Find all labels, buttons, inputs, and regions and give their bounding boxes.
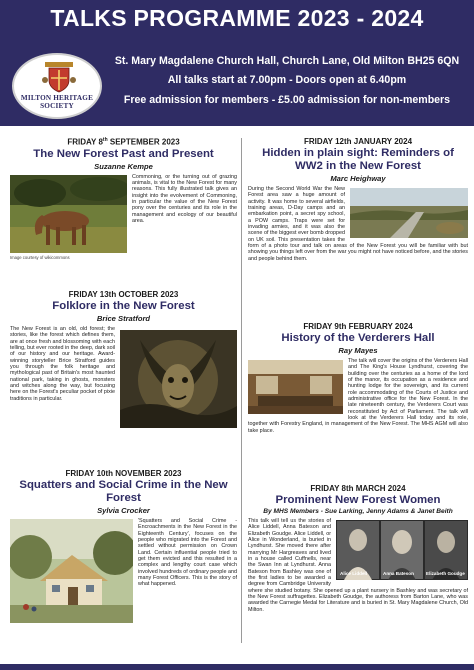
page-title: TALKS PROGRAMME 2023 - 2024 bbox=[50, 5, 424, 31]
talk-february bbox=[248, 322, 468, 434]
venue-line: St. Mary Magdalene Church Hall, Church Lane, Old Milton BH25 6QN bbox=[114, 55, 460, 67]
talk-september bbox=[10, 137, 237, 261]
talk-title: Squatters and Social Crime in the New Forest bbox=[19, 479, 228, 504]
column-divider bbox=[241, 138, 242, 643]
photo-label-anna: Anna Bateson bbox=[383, 570, 414, 576]
talk-description: The New Forest is an old, old forest; the stories, like the forest which defines them, are at once fresh and blossoming with each telling, but ever rooted in the deep, dark soil of our history and our heritage. Award-winning storyteller Brice Stratford guides you through the folk heritage and mythological past of Britain's most haunted national park, taking in ghosts, monsters and witches along the way, but focusing here on the Forest's peculiar pocket of pixie traditions in particular. bbox=[10, 326, 115, 402]
talk-description: The talk will cover the origins of the Verderers Hall and The King's House Lyndhurst, covering the building over the centuries as a home of the lord of the manor, its occupation as a residence and hunting lodge for the sovereign, and its current role accommodating of the Courts of Justice and administrative office for the New Forest. In the late nineteenth century, the Verderers Court was reconstituted by Act of Parliament. The talk will look at the Verderers Hall today and its role, together with Forestry England, in management of the New Forest. The MHS AGM will also take place. bbox=[248, 358, 468, 434]
talk-date: FRIDAY 8th SEPTEMBER 2023 bbox=[67, 137, 180, 147]
image-caption: Image courtesy of wikicommons bbox=[10, 254, 70, 260]
talk-title: The New Forest Past and Present bbox=[33, 147, 214, 160]
talk-speaker: Marc Heighway bbox=[330, 174, 386, 183]
talk-description: This talk will tell us the stories of Alice Liddell, Anna Bateson and Elizabeth Goudge. Alice Liddell, or Alice in Wonderland, is buried in Lyndhurst. She moved there after marrying Mr Hargreaves and lived in a house called Cuffnells, near the Swan Inn at Lyndhurst. Anna Bateson from Bashley was one of the first ladies to be awarded a degree from Cambridge University where she studied botany. She opened up a plant nursery in Bashley and was secretary of the New Forest suffragettes. Elizabeth Goudge, the authoress from Barton Lane, who was awarded the Carnegie Medal for Literature and is buried in St. Mary Magdalene Church, Old Milton. bbox=[248, 518, 468, 613]
talk-title: Folklore in the New Forest bbox=[52, 300, 195, 312]
talk-title: Prominent New Forest Women bbox=[275, 494, 441, 506]
logo-text-line2: SOCIETY bbox=[40, 102, 74, 110]
footer-band bbox=[0, 664, 474, 670]
times-line: All talks start at 7.00pm - Doors open at 6.40pm bbox=[167, 74, 407, 86]
talk-november bbox=[10, 469, 237, 625]
talk-date: FRIDAY 12th JANUARY 2024 bbox=[303, 137, 413, 146]
talk-date: FRIDAY 10th NOVEMBER 2023 bbox=[65, 469, 182, 478]
pony-photo bbox=[10, 175, 127, 253]
talk-date: FRIDAY 13th OCTOBER 2023 bbox=[68, 290, 179, 299]
coat-of-arms-icon bbox=[41, 60, 77, 94]
photo-label-elizabeth: Elizabeth Goudge bbox=[426, 570, 465, 576]
society-logo bbox=[12, 53, 102, 119]
header-banner bbox=[0, 0, 474, 126]
airfield-photo bbox=[350, 188, 468, 238]
talk-october bbox=[10, 290, 237, 430]
talk-title: History of the Verderers Hall bbox=[281, 332, 435, 344]
talk-speaker: By MHS Members - Sue Larking, Jenny Adams & Janet Beith bbox=[263, 508, 453, 515]
talk-speaker: Suzanne Kempe bbox=[94, 161, 153, 171]
women-portraits bbox=[336, 520, 468, 580]
talk-date: FRIDAY 9th FEBRUARY 2024 bbox=[303, 322, 413, 331]
logo-text-line1: MILTON HERITAGE bbox=[20, 94, 94, 102]
cottage-painting bbox=[10, 519, 133, 623]
talk-title: Hidden in plain sight: Reminders of WW2 in the New Forest bbox=[262, 147, 454, 172]
photo-label-alice: Alice Liddell bbox=[340, 570, 368, 576]
folklore-artwork bbox=[120, 330, 237, 428]
verderers-hall-photo bbox=[248, 360, 343, 414]
talk-description: 'Squatters and Social Crime - Encroachments in the New Forest in the Eighteenth Century', focuses on the people who migrated into the Forest and settled without permission on Crown Land. Certain influential people tried to get them evicted and this resulted in a complex and lengthy court case which involved hundreds of ordinary people and many Forest Officers. This is the story of what happened. bbox=[138, 518, 237, 588]
talk-january bbox=[248, 137, 468, 262]
talk-date: FRIDAY 8th MARCH 2024 bbox=[310, 484, 406, 493]
admission-line: Free admission for members - £5.00 admission for non-members bbox=[123, 94, 451, 106]
talk-description: Commoning, or the turning out of grazing animals, is vital to the New Forest for many reasons. This fully illustrated talk gives an insight into the evolvement of Commoning, in particular the value of the New Forest pony over the centuries and its role in the management and ecology of our beautiful area. bbox=[132, 173, 237, 225]
talk-march bbox=[248, 484, 468, 613]
talk-speaker: Ray Mayes bbox=[338, 346, 378, 355]
talk-description: During the Second World War the New Forest area saw a huge amount of activity. It was home to several airfields, training areas, D-Day camps and an embarkation point, a secret spy school, a POW camps. Traps were set for invading armies, and it was also the scene of the biggest ever bomb dropped on UK soil. This presentation takes the form of a photo tour and talk on areas of the New Forest you will be familiar with but showing you things left over from the war you might not have noticed before, and the stories and people behind them. bbox=[248, 186, 468, 262]
talk-speaker: Brice Stratford bbox=[96, 314, 151, 323]
talk-speaker: Sylvia Crocker bbox=[97, 506, 150, 515]
